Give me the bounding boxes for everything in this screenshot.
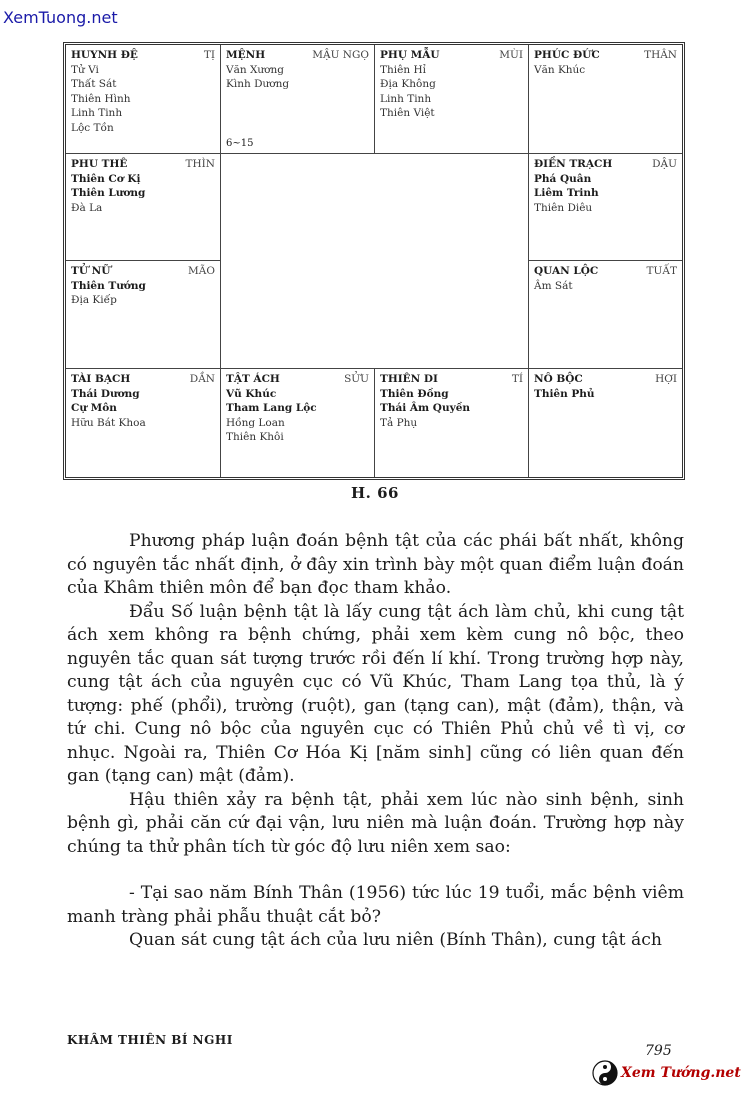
palace-cell — [66, 369, 221, 477]
book-title: KHÂM THIÊN BÍ NGHI — [67, 1033, 233, 1047]
star-name: Hữu Bát Khoa — [71, 416, 146, 429]
star-name: Thái Dương — [71, 387, 140, 400]
palace-cell — [375, 45, 529, 154]
palace-branch: THÌN — [185, 158, 215, 170]
palace-header — [226, 48, 369, 63]
star-name: Thiên Việt — [380, 107, 435, 119]
page-number: 795 — [645, 1043, 672, 1059]
palace-branch: DẦN — [189, 373, 215, 385]
palace-header — [534, 48, 677, 63]
palace-name: HUYNH ĐỆ — [71, 49, 138, 61]
palace-header — [226, 372, 369, 387]
palace-cell — [66, 261, 221, 369]
palace-header — [534, 372, 677, 387]
star-name: Cự Môn — [71, 402, 117, 414]
star-name: Tử Vi — [71, 63, 99, 76]
body-text — [67, 530, 684, 953]
palace-header — [71, 264, 215, 279]
star-name: Địa Không — [380, 78, 436, 90]
paragraph: Đẩu Số luận bệnh tật là lấy cung tật ách làm chủ, khi cung tật ách xem không ra bệnh chứng, phải xem kèm cung nô bộc, theo nguyên tắc quan sát tượng trước rồi đến lí khí. Trong trường hợp này, cung tật ách của nguyên cục có Vũ Khúc, Tham Lang tọa thủ, là ý tượng: phế (phổi), trường (ruột), gan (tạng can), mật (đảm), thận, và tứ chi. Cung nô bộc của nguyên cục có Thiên Phủ chủ về tì vị, cơ nhục. Ngoài ra, Thiên Cơ Hóa Kị [năm sinh] cũng có liên quan đến gan (tạng can) mật (đảm). — [67, 601, 684, 786]
figure-caption: H. 66 — [351, 484, 399, 502]
palace-name: NÔ BỘC — [534, 373, 583, 385]
palace-name: TẬT ÁCH — [226, 373, 280, 385]
star-name: Thái Âm Quyền — [380, 402, 471, 414]
palace-cell — [529, 154, 682, 261]
palace-header — [71, 157, 215, 172]
palace-header — [534, 157, 677, 172]
star-name: Hồng Loan — [226, 416, 285, 429]
palace-name: PHU THÊ — [71, 158, 128, 170]
star-name: Thất Sát — [71, 78, 117, 90]
palace-cell — [529, 261, 682, 369]
star-name: Thiên Hình — [71, 92, 131, 105]
palace-header — [380, 372, 523, 387]
star-name: Thiên Lương — [71, 187, 146, 199]
palace-header — [534, 264, 677, 279]
palace-name: THIÊN DI — [380, 373, 438, 385]
paragraph: Phương pháp luận đoán bệnh tật của các phái bất nhất, không có nguyên tắc nhất định, ở đây xin trình bày một quan điểm luận đoán của Khâm thiên môn để bạn đọc tham khảo. — [67, 531, 684, 598]
star-name: Phá Quân — [534, 172, 592, 185]
palace-branch: TÍ — [511, 373, 523, 385]
palace-name: TÀI BẠCH — [71, 373, 131, 385]
star-name: Tham Lang Lộc — [226, 402, 317, 414]
star-name: Tả Phụ — [380, 416, 418, 429]
palace-header — [71, 372, 215, 387]
star-name: Lộc Tồn — [71, 121, 114, 134]
palace-cell — [375, 369, 529, 477]
palace-branch: SỬU — [344, 373, 369, 385]
palace-branch: TỊ — [203, 49, 215, 61]
palace-cell — [66, 154, 221, 261]
star-name: Linh Tinh — [380, 92, 432, 105]
paragraph: Quan sát cung tật ách của lưu niên (Bính Thân), cung tật ách — [129, 930, 662, 950]
yin-yang-icon — [592, 1060, 618, 1086]
palace-age-range: 6~15 — [226, 137, 254, 149]
palace-branch: TUẤT — [646, 265, 677, 277]
site-logo[interactable]: XemTuong.net — [3, 8, 118, 27]
star-name: Văn Xương — [226, 63, 284, 76]
palace-header — [380, 48, 523, 63]
palace-branch: THÂN — [644, 49, 677, 61]
palace-name: ĐIỀN TRẠCH — [534, 158, 613, 170]
palace-branch: MÃO — [188, 265, 215, 277]
palace-cell — [66, 45, 221, 154]
star-name: Thiên Cơ Kị — [71, 172, 141, 185]
star-name: Đà La — [71, 201, 103, 214]
paragraph: - Tại sao năm Bính Thân (1956) tức lúc 19 tuổi, mắc bệnh viêm manh tràng phải phẫu thuật cắt bỏ? — [67, 883, 684, 927]
star-name: Thiên Hỉ — [380, 63, 426, 76]
star-name: Thiên Khôi — [226, 431, 284, 443]
palace-name: PHỤ MẪU — [380, 49, 440, 61]
star-name: Linh Tinh — [71, 107, 123, 119]
palace-name: PHÚC ĐỨC — [534, 49, 600, 61]
star-name: Thiên Diêu — [534, 201, 593, 214]
chart-center — [221, 154, 529, 369]
star-name: Vũ Khúc — [226, 387, 277, 400]
brand-text: Xem Tướng.net — [621, 1065, 741, 1081]
palace-cell — [529, 369, 682, 477]
palace-name: MỆNH — [226, 49, 266, 61]
palace-cell — [221, 45, 375, 154]
star-name: Địa Kiếp — [71, 294, 117, 306]
palace-header — [71, 48, 215, 63]
palace-branch: DẬU — [652, 158, 677, 170]
palace-branch: MÙI — [499, 49, 523, 61]
palace-branch: HỢI — [655, 373, 677, 385]
palace-cell — [529, 45, 682, 154]
star-name: Thiên Đồng — [380, 387, 449, 400]
palace-branch: MẬU NGỌ — [312, 49, 369, 61]
palace-name: TỬ NỮ — [71, 265, 111, 277]
star-name: Liêm Trinh — [534, 187, 599, 199]
paragraph: Hậu thiên xảy ra bệnh tật, phải xem lúc nào sinh bệnh, sinh bệnh gì, phải căn cứ đại vận, lưu niên mà luận đoán. Trường hợp này chúng ta thử phân tích từ góc độ lưu niên xem sao: — [67, 789, 684, 857]
star-name: Kình Dương — [226, 78, 290, 90]
palace-name: QUAN LỘC — [534, 265, 599, 277]
palace-cell — [221, 369, 375, 477]
astrology-chart — [63, 42, 685, 480]
star-name: Văn Khúc — [534, 63, 586, 76]
star-name: Thiên Phủ — [534, 387, 595, 400]
star-name: Âm Sát — [534, 279, 573, 292]
star-name: Thiên Tướng — [71, 279, 146, 292]
footer-brand[interactable] — [592, 1060, 741, 1086]
